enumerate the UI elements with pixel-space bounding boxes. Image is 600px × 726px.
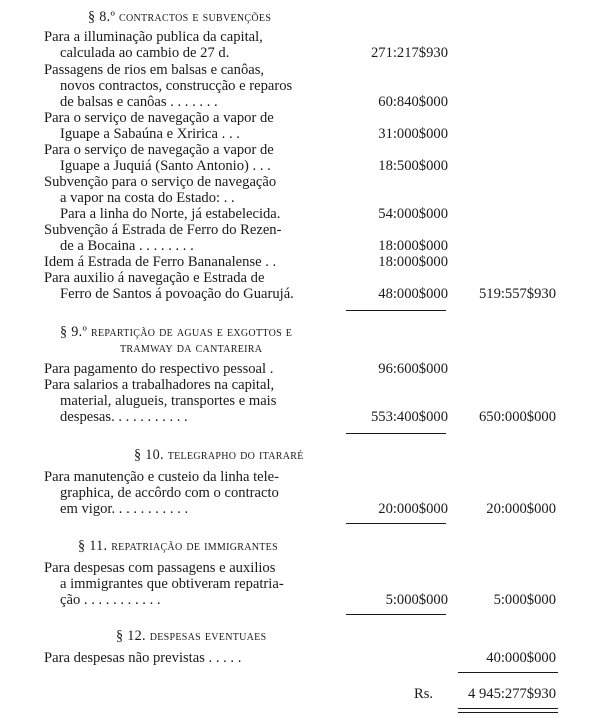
sec8-amount-1: 271:217$930: [370, 45, 448, 61]
section-12-heading: § 12. despesas eventuaes: [116, 628, 267, 644]
section-8-heading: § 8.º contractos e subvenções: [88, 9, 272, 25]
section-11-heading: § 11. repatriação de immigrantes: [78, 538, 278, 554]
sec8-total: 519:557$930: [478, 286, 556, 302]
sec8-line-14: de a Bocaina . . . . . . . .: [60, 238, 194, 254]
sec12-rule: [458, 672, 558, 673]
sec8-line-13: Subvenção á Estrada de Ferro do Rezen-: [44, 222, 282, 238]
sec11-amount: 5:000$000: [385, 592, 448, 608]
sec10-rule: [346, 523, 446, 524]
grand-total-rule-1: [458, 708, 558, 709]
sec8-line-1: Para a illuminação publica da capital,: [44, 29, 263, 45]
grand-total-rule-2: [458, 712, 558, 713]
section-9-heading-2: tramway da cantareira: [120, 340, 263, 356]
sec8-amount-4: 18:500$000: [378, 158, 448, 174]
sec11-total: 5:000$000: [493, 592, 556, 608]
sec8-line-7: Iguape a Sabaúna e Xririca . . .: [60, 126, 240, 142]
sec10-amount: 20:000$000: [378, 501, 448, 517]
sec9-line-3: material, alugueis, transportes e mais: [60, 393, 277, 409]
sec11-line-3: ção . . . . . . . . . . .: [60, 592, 161, 608]
sec12-total: 40:000$000: [486, 650, 556, 666]
sec8-line-3: Passagens de rios em balsas e canôas,: [44, 62, 265, 78]
sec11-line-1: Para despesas com passagens e auxilios: [44, 560, 276, 576]
sec9-line-1: Para pagamento do respectivo pessoal .: [44, 361, 274, 377]
sec8-rule: [346, 310, 446, 311]
sec9-amount-1: 96:600$000: [378, 361, 448, 377]
sec9-line-4: despesas. . . . . . . . . . .: [60, 409, 188, 425]
sec8-amount-6: 18:000$000: [378, 238, 448, 254]
sec9-total: 650:000$000: [478, 409, 556, 425]
sec8-line-15: Idem á Estrada de Ferro Bananalense . .: [44, 254, 277, 270]
sec9-rule: [346, 433, 446, 434]
sec10-total: 20:000$000: [486, 501, 556, 517]
sec10-line-1: Para manutenção e custeio da linha tele-: [44, 469, 280, 485]
sec8-line-4: novos contractos, construcção e reparos: [60, 78, 293, 94]
sec10-line-3: em vigor. . . . . . . . . . .: [60, 501, 189, 517]
sec8-line-16: Para auxilio á navegação e Estrada de: [44, 270, 265, 286]
sec8-amount-5: 54:000$000: [378, 206, 448, 222]
sec8-line-5: de balsas e canôas . . . . . . .: [60, 94, 218, 110]
sec9-amount-2: 553:400$000: [370, 409, 448, 425]
section-10-heading: § 10. telegrapho do itararé: [134, 447, 304, 463]
grand-total: 4 945:277$930: [468, 686, 556, 702]
sec8-amount-7: 18:000$000: [378, 254, 448, 270]
grand-total-label: Rs.: [414, 686, 434, 702]
sec8-amount-8: 48:000$000: [378, 286, 448, 302]
sec8-line-2: calculada ao cambio de 27 d.: [60, 45, 230, 61]
sec8-line-12: Para a linha do Norte, já estabelecida.: [60, 206, 281, 222]
sec8-amount-3: 31:000$000: [378, 126, 448, 142]
sec8-line-11: a vapor na costa do Estado: . .: [60, 190, 235, 206]
sec8-line-17: Ferro de Santos á povoação do Guarujá.: [60, 286, 294, 302]
sec11-rule: [346, 614, 446, 615]
sec9-line-2: Para salarios a trabalhadores na capital,: [44, 377, 275, 393]
sec8-line-8: Para o serviço de navegação a vapor de: [44, 142, 274, 158]
sec8-amount-2: 60:840$000: [378, 94, 448, 110]
sec10-line-2: graphica, de accôrdo com o contracto: [60, 485, 279, 501]
sec11-line-2: a immigrantes que obtiveram repatria-: [60, 576, 284, 592]
sec12-line: Para despesas não previstas . . . . .: [44, 650, 242, 666]
section-9-heading: § 9.º repartição de aguas e exgottos e: [60, 324, 293, 340]
sec8-line-9: Iguape a Juquiá (Santo Antonio) . . .: [60, 158, 271, 174]
sec8-line-6: Para o serviço de navegação a vapor de: [44, 110, 274, 126]
sec8-line-10: Subvenção para o serviço de navegação: [44, 174, 277, 190]
